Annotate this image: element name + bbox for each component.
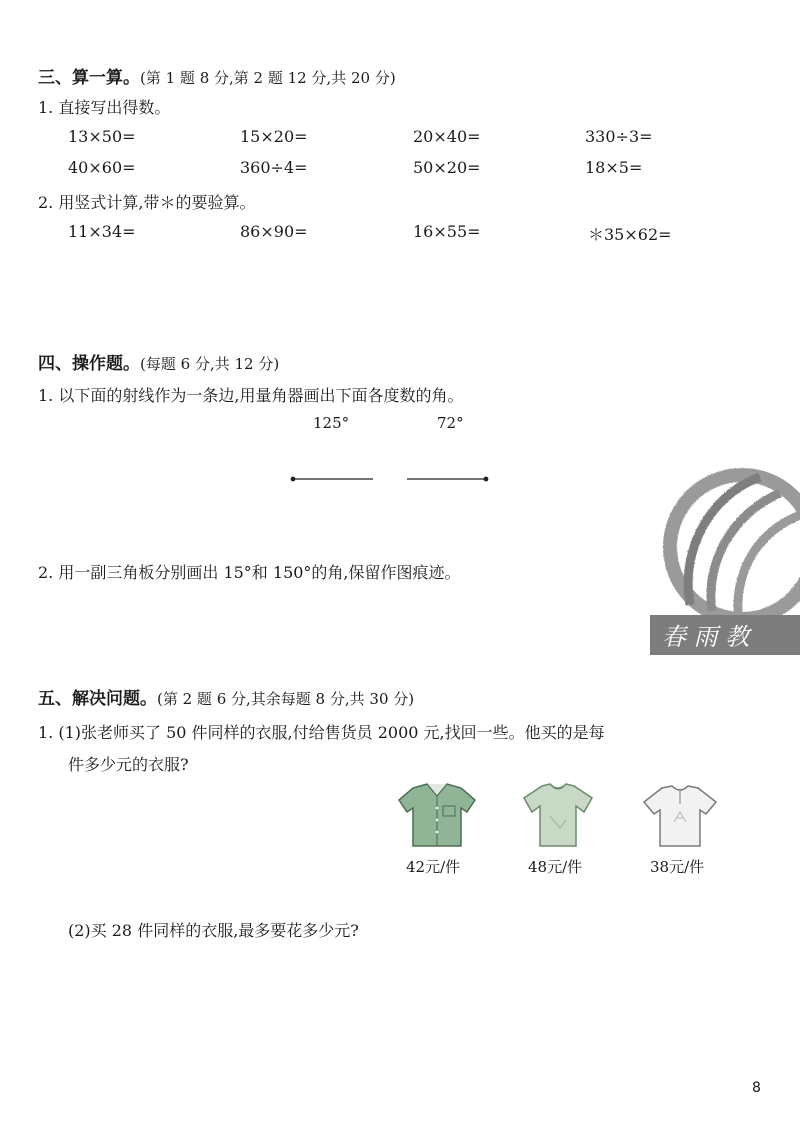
expression: 330÷3= [585, 127, 653, 146]
expression: 20×40= [413, 127, 481, 146]
price-label: 42元/件 [406, 858, 461, 876]
section3-title: 三、算一算。 [38, 68, 140, 88]
section5-score-note: (第 2 题 6 分,其余每题 8 分,共 30 分) [157, 690, 415, 708]
expression: 50×20= [413, 158, 481, 177]
section5-question1a-line1: 1. (1)张老师买了 50 件同样的衣服,付给售货员 2000 元,找回一些。他买的是每 [38, 723, 605, 742]
expression: ＊35×62= [588, 225, 672, 244]
page-number: 8 [752, 1080, 761, 1096]
section5-question1a-line2: 件多少元的衣服? [68, 755, 189, 774]
expression: 16×55= [413, 222, 481, 241]
angle-label-72: 72° [437, 414, 464, 432]
watermark-text: 春 雨 教 [662, 623, 750, 651]
section4-score-note: (每题 6 分,共 12 分) [140, 355, 280, 373]
watermark-stroke [711, 493, 780, 611]
expression: 11×34= [68, 222, 136, 241]
section5-title: 五、解决问题。 [38, 689, 157, 709]
section5-question1b: (2)买 28 件同样的衣服,最多要花多少元? [68, 921, 359, 940]
light-green-tshirt-icon [520, 782, 595, 850]
ray-left-endpoint [291, 477, 296, 482]
section4-question2: 2. 用一副三角板分别画出 15°和 150°的角,保留作图痕迹。 [38, 563, 461, 582]
section3-question1: 1. 直接写出得数。 [38, 98, 171, 117]
expression: 18×5= [585, 158, 643, 177]
expression: 86×90= [240, 222, 308, 241]
expression: 13×50= [68, 127, 136, 146]
ray-right-endpoint [484, 477, 489, 482]
section3-heading [38, 63, 396, 88]
rays [285, 470, 495, 488]
price-label: 48元/件 [528, 858, 583, 876]
section4-question1: 1. 以下面的射线作为一条边,用量角器画出下面各度数的角。 [38, 386, 464, 405]
watermark-logo [650, 455, 800, 670]
section3-question2: 2. 用竖式计算,带＊的要验算。 [38, 193, 256, 212]
green-button-shirt-icon [395, 782, 480, 850]
expression: 15×20= [240, 127, 308, 146]
expression: 360÷4= [240, 158, 308, 177]
price-label: 38元/件 [650, 858, 705, 876]
section3-score-note: (第 1 题 8 分,第 2 题 12 分,共 20 分) [140, 69, 396, 87]
section4-heading [38, 349, 279, 374]
angle-label-125: 125° [313, 414, 350, 432]
section4-title: 四、操作题。 [38, 354, 140, 374]
expression: 40×60= [68, 158, 136, 177]
white-blouse-icon [640, 782, 720, 850]
section5-heading [38, 684, 414, 709]
